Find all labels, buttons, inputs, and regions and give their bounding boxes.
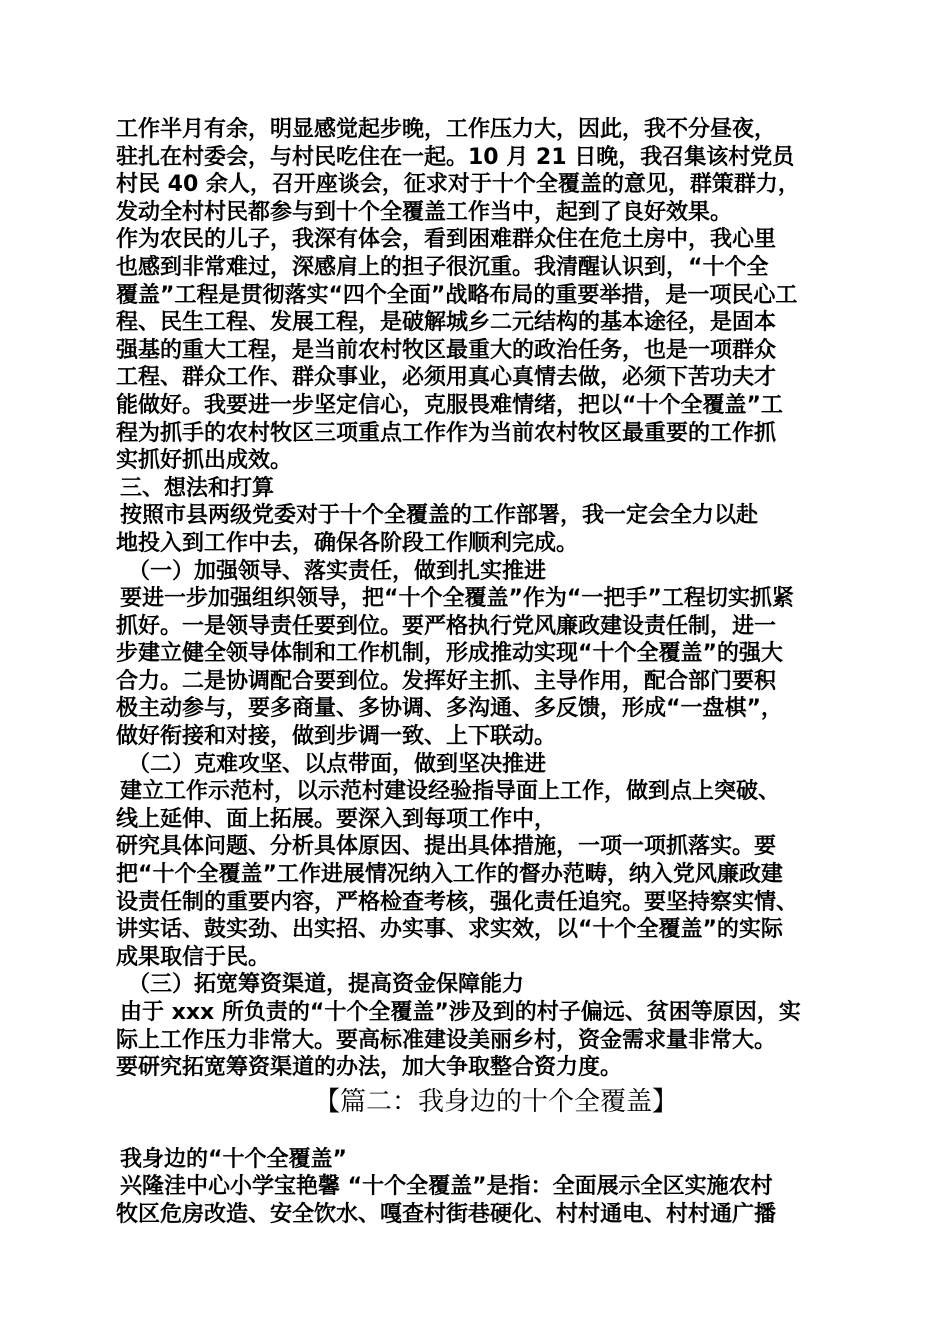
body-line: 合力。二是协调配合要到位。发挥好主抓、主导作用，配合部门要积: [116, 668, 777, 694]
document-page: [116, 116, 840, 1229]
body-line: 设责任制的重要内容，严格检查考核，强化责任追究。要坚持察实情、: [116, 889, 799, 915]
body-line: 研究具体问题、分析具体原因、提出具体措施，一项一项抓落实。要: [116, 834, 777, 860]
section-heading: 三、想法和打算: [120, 475, 275, 501]
body-line: 驻扎在村委会，与村民吃住在一起。10 月 21 日晚，我召集该村党员: [116, 144, 795, 170]
subsection-heading: （三）拓宽筹资渠道，提高资金保障能力: [128, 972, 525, 998]
body-line: 程、民生工程、发展工程，是破解城乡二元结构的基本途径，是固本: [116, 310, 777, 336]
body-line: 建立工作示范村，以示范村建设经验指导面上工作，做到点上突破、: [120, 779, 781, 805]
body-line: 由于 xxx 所负责的“十个全覆盖”涉及到的村子偏远、贫困等原因，实: [120, 1000, 801, 1025]
body-line: 抓好。一是领导责任要到位。要严格执行党风廉政建设责任制，进一: [116, 613, 777, 639]
body-line: 工作半月有余，明显感觉起步晚，工作压力大，因此，我不分昼夜，: [116, 117, 777, 142]
body-line: 按照市县两级党委对于十个全覆盖的工作部署，我一定会全力以赴: [120, 503, 759, 529]
body-line: 要进一步加强组织领导，把“十个全覆盖”作为“一把手”工程切实抓紧: [120, 586, 794, 612]
subsection-heading: （二）克难攻坚、以点带面，做到坚决推进: [128, 751, 547, 777]
body-line: 地投入到工作中去，确保各阶段工作顺利完成。: [116, 530, 579, 556]
body-line: 村民 40 余人，召开座谈会，征求对于十个全覆盖的意见，群策群力，: [116, 172, 800, 198]
body-line: 实抓好抓出成效。: [116, 448, 293, 474]
body-line: 覆盖”工程是贯彻落实“四个全面”战略布局的重要举措，是一项民心工: [116, 282, 798, 308]
body-line: 要研究拓宽筹资渠道的办法，加大争取整合资力度。: [116, 1055, 623, 1081]
body-line: 程为抓手的农村牧区三项重点工作作为当前农村牧区最重要的工作抓: [116, 420, 777, 446]
subsection-heading: （一）加强领导、落实责任，做到扎实推进: [128, 558, 547, 584]
body-line: 牧区危房改造、安全饮水、嘎查村街巷硬化、村村通电、村村通广播: [116, 1201, 777, 1227]
body-line: 也感到非常难过，深感肩上的担子很沉重。我清醒认识到，“十个全: [116, 254, 769, 280]
body-line: 兴隆洼中心小学宝艳馨 “十个全覆盖”是指：全面展示全区实施农村: [120, 1174, 773, 1200]
body-line: 能做好。我要进一步坚定信心，克服畏难情绪，把以“十个全覆盖”工: [116, 392, 783, 418]
article-title: 我身边的“十个全覆盖”: [120, 1146, 347, 1172]
body-line: 成果取信于民。: [116, 944, 271, 970]
body-line: 极主动参与，要多商量、多协调、多沟通、多反馈，形成“一盘棋”，: [116, 696, 783, 722]
body-line: 步建立健全领导体制和工作机制，形成推动实现“十个全覆盖”的强大: [116, 641, 783, 667]
body-line: 线上延伸、面上拓展。要深入到每项工作中，: [116, 806, 557, 832]
body-line: 作为农民的儿子，我深有体会，看到困难群众住在危土房中，我心里: [116, 227, 777, 253]
body-line: 际上工作压力非常大。要高标准建设美丽乡村，资金需求量非常大。: [116, 1027, 777, 1053]
body-line: 工程、群众工作、群众事业，必须用真心真情去做，必须下苦功夫才: [116, 365, 777, 391]
body-line: 发动全村村民都参与到十个全覆盖工作当中，起到了良好效果。: [116, 199, 733, 225]
body-line: 强基的重大工程，是当前农村牧区最重大的政治任务，也是一项群众: [116, 337, 777, 363]
body-line: 把“十个全覆盖”工作进展情况纳入工作的督办范畴，纳入党风廉政建: [116, 862, 783, 888]
body-line: 做好衔接和对接，做到步调一致、上下联动。: [116, 724, 557, 750]
chapter-title: 【篇二：我身边的十个全覆盖】: [313, 1086, 678, 1117]
body-line: 讲实话、鼓实劲、出实招、办实事、求实效，以“十个全覆盖”的实际: [116, 917, 783, 943]
